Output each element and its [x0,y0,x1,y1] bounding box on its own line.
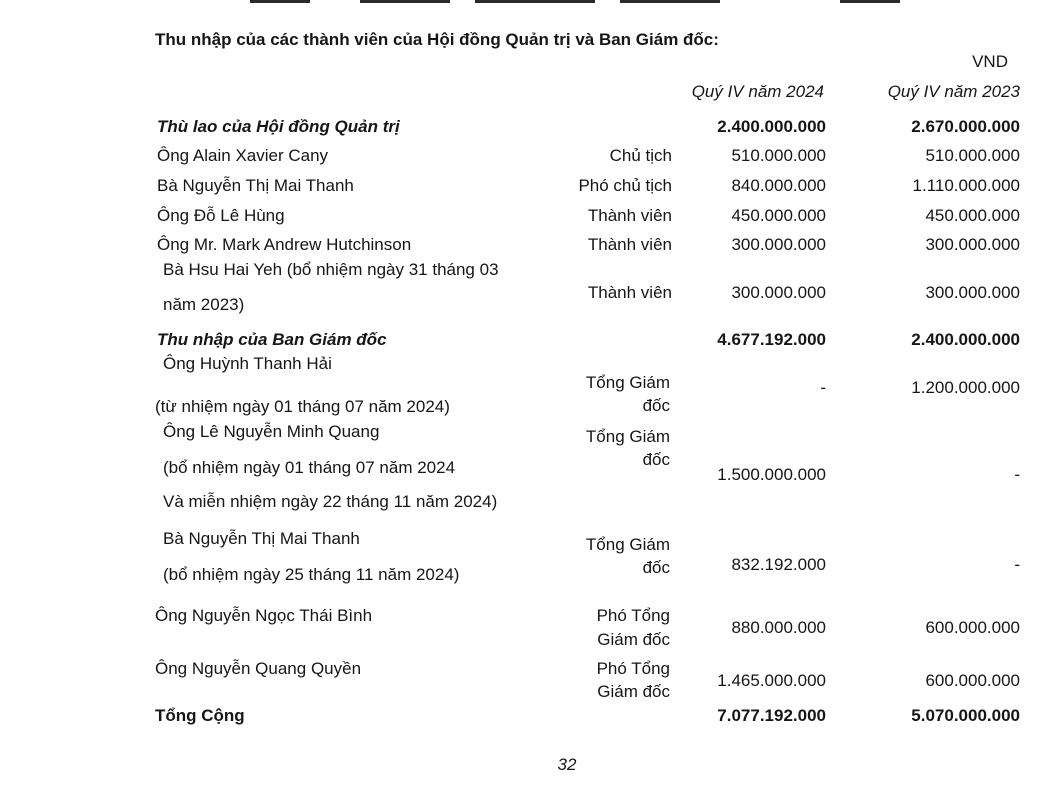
board-row-name: Ông Mr. Mark Andrew Hutchinson [157,235,412,254]
management-row-2024: - [820,378,826,397]
management-total-2024: 4.677.192.000 [717,330,826,349]
management-row-role-cont: đốc [642,450,670,469]
management-heading: Thu nhập của Ban Giám đốc [157,330,387,349]
management-row-2023: - [1014,465,1020,484]
management-row-name: Ông Lê Nguyễn Minh Quang [163,422,380,441]
board-row-name: Ông Alain Xavier Cany [157,146,329,165]
grand-total-2023: 5.070.000.000 [911,706,1020,725]
board-row-2023: 300.000.000 [925,283,1020,302]
board-row-role: Phó chủ tịch [578,176,672,195]
management-row-2024: 880.000.000 [731,618,826,637]
cropped-text-fragments [250,0,950,4]
grand-total-2024: 7.077.192.000 [717,706,826,725]
management-row-role: Phó Tổng [596,659,670,678]
board-total-2023: 2.670.000.000 [911,117,1020,136]
management-row-role: Tổng Giám [585,373,670,392]
board-row-2024: 840.000.000 [731,176,826,195]
board-row-2023: 510.000.000 [925,146,1020,165]
board-row-2023: 450.000.000 [925,206,1020,225]
management-row-role: Tổng Giám [585,427,670,446]
col-header-2023: Quý IV năm 2023 [887,82,1020,101]
management-row-role-cont: đốc [642,396,670,415]
board-row-role: Thành viên [587,235,672,254]
board-row-name: Bà Nguyễn Thị Mai Thanh [157,176,354,195]
management-row-2023: 600.000.000 [925,618,1020,637]
currency-label: VND [972,52,1008,71]
management-row-2023: 1.200.000.000 [911,378,1020,397]
board-row-role: Chủ tịch [609,146,672,165]
board-row-2024: 510.000.000 [731,146,826,165]
management-row-2023: - [1014,555,1020,574]
management-row-note: (từ nhiệm ngày 01 tháng 07 năm 2024) [155,397,450,416]
board-row-2024: 300.000.000 [731,283,826,302]
board-row-2024: 450.000.000 [731,206,826,225]
board-row-role: Thành viên [587,206,672,225]
management-row-note: (bổ nhiệm ngày 01 tháng 07 năm 2024 [163,458,456,477]
management-row-role: Tổng Giám [585,535,670,554]
management-row-role-cont: Giám đốc [597,630,670,649]
board-heading: Thù lao của Hội đồng Quản trị [157,117,400,136]
management-row-name: Ông Nguyễn Ngọc Thái Bình [155,606,373,625]
management-row-2024: 1.500.000.000 [717,465,826,484]
board-row-name-cont: năm 2023) [163,295,245,314]
board-row-2023: 1.110.000.000 [912,176,1020,195]
management-row-note: (bổ nhiệm ngày 25 tháng 11 năm 2024) [163,565,460,584]
board-row-2023: 300.000.000 [925,235,1020,254]
management-row-name: Ông Huỳnh Thanh Hải [163,354,332,373]
management-row-2024: 1.465.000.000 [717,671,826,690]
management-row-role-cont: đốc [642,558,670,577]
page-number: 32 [557,755,577,774]
board-row-name: Bà Hsu Hai Yeh (bổ nhiệm ngày 31 tháng 03 [163,260,499,279]
board-row-role: Thành viên [587,283,672,302]
management-row-note-cont: Và miễn nhiệm ngày 22 tháng 11 năm 2024) [163,492,498,511]
grand-total-label: Tổng Cộng [155,706,245,725]
col-header-2024: Quý IV năm 2024 [691,82,824,101]
management-row-role-cont: Giám đốc [597,682,670,701]
board-row-2024: 300.000.000 [731,235,826,254]
management-row-name: Ông Nguyễn Quang Quyền [155,659,362,678]
management-row-name: Bà Nguyễn Thị Mai Thanh [163,529,360,548]
board-total-2024: 2.400.000.000 [717,117,826,136]
management-total-2023: 2.400.000.000 [911,330,1020,349]
board-row-name: Ông Đỗ Lê Hùng [157,206,285,225]
management-row-2024: 832.192.000 [731,555,826,574]
section-title: Thu nhập của các thành viên của Hội đồng Quản trị và Ban Giám đốc: [155,30,719,49]
management-row-2023: 600.000.000 [925,671,1020,690]
management-row-role: Phó Tổng [596,606,670,625]
